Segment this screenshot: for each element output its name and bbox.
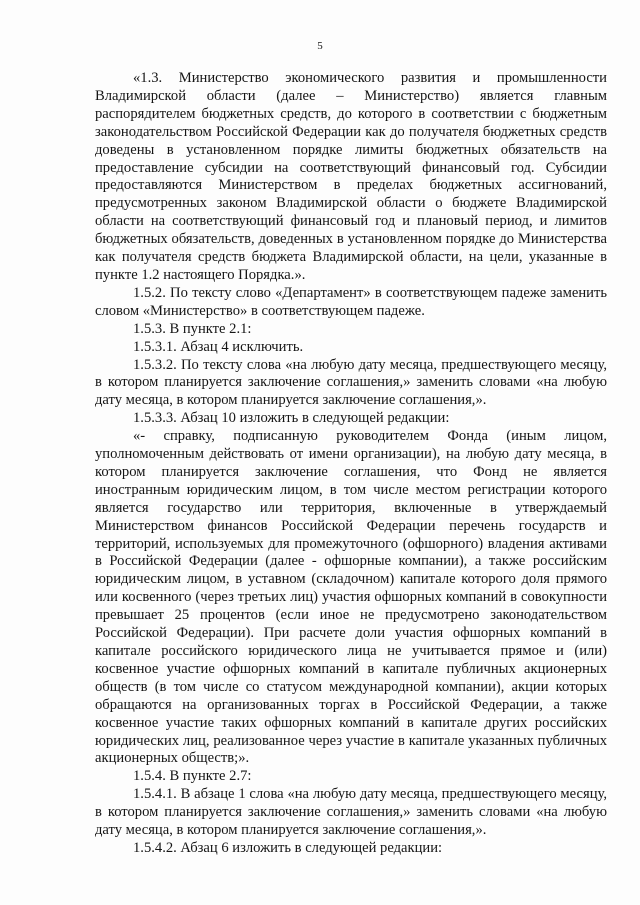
paragraph-1-5-3-1: 1.5.3.1. Абзац 4 исключить. [133,338,304,355]
paragraph-1-5-3-3: 1.5.3.3. Абзац 10 изложить в следующей редакции: [133,410,450,427]
paragraph-1-3: «1.3. Министерство экономического развития и промышленности Владимирской области (далее – Министерство) является главным распорядителем бюджетных средств, до которого в соответствии с бюджетным законодательством Российской Федерации как до получателя бюджетных средств доведены в установленном порядке лимиты бюджетных обязательств на предоставление субсидии на соответствующий финансовый год. Субсидии предоставляются Министерством в пределах бюджетных ассигнований, предусмотренных законом Владимирской области о бюджете Владимирской области на соответствующий финансовый год и плановый период, и лимитов бюджетных обязательств, доведенных в установленном порядке до Министерства как получателя средств бюджета Владимирской области, на цели, указанные в пункте 1.2 настоящего Порядка.». [95,70,607,283]
document-body [95,70,607,858]
paragraph-1-5-4-1: 1.5.4.1. В абзаце 1 слова «на любую дату месяца, предшествующего месяцу, в котором планируется заключение соглашения,» заменить словами «на любую дату месяца, в котором планируется заключение соглашения,». [95,786,607,839]
page-number: 5 [317,40,323,52]
paragraph-quoted-reference: «- справку, подписанную руководителем Фонда (иным лицом, уполномоченным действовать от имени организации), на любую дату месяца, в котором планируется заключение соглашения, что Фонд не является иностранным юридическим лицом, в том числе местом регистрации которого является государство или территория, включенные в утверждаемый Министерством финансов Российской Федерации перечень государств и территорий, используемых для промежуточного (офшорного) владения активами в Российской Федерации (далее - офшорные компании), а также российским юридическим лицом, в уставном (складочном) капитале которого доля прямого или косвенного (через третьих лиц) участия офшорных компаний в совокупности превышает 25 процентов (если иное не предусмотрено законодательством Российской Федерации). При расчете доли участия офшорных компаний в капитале российского юридического лица не учитывается прямое и (или) косвенное участие офшорных компаний в капитале публичных акционерных обществ (в том числе со статусом международной компании), акции которых обращаются на организованных торгах в Российской Федерации, а также косвенное участие таких офшорных компаний в капитале других российских юридических лиц, реализованное через участие в капитале указанных публичных акционерных обществ;». [95,428,607,767]
paragraph-1-5-3-2: 1.5.3.2. По тексту слова «на любую дату месяца, предшествующего месяцу, в котором планируется заключение соглашения,» заменить словами «на любую дату месяца, в котором планируется заключение соглашения,». [95,356,607,409]
paragraph-1-5-4-2: 1.5.4.2. Абзац 6 изложить в следующей редакции: [133,839,443,856]
paragraph-1-5-2: 1.5.2. По тексту слово «Департамент» в соответствующем падеже заменить словом «Министерство» в соответствующем падеже. [95,284,607,319]
paragraph-1-5-3: 1.5.3. В пункте 2.1: [133,320,252,337]
paragraph-1-5-4: 1.5.4. В пункте 2.7: [133,768,252,785]
